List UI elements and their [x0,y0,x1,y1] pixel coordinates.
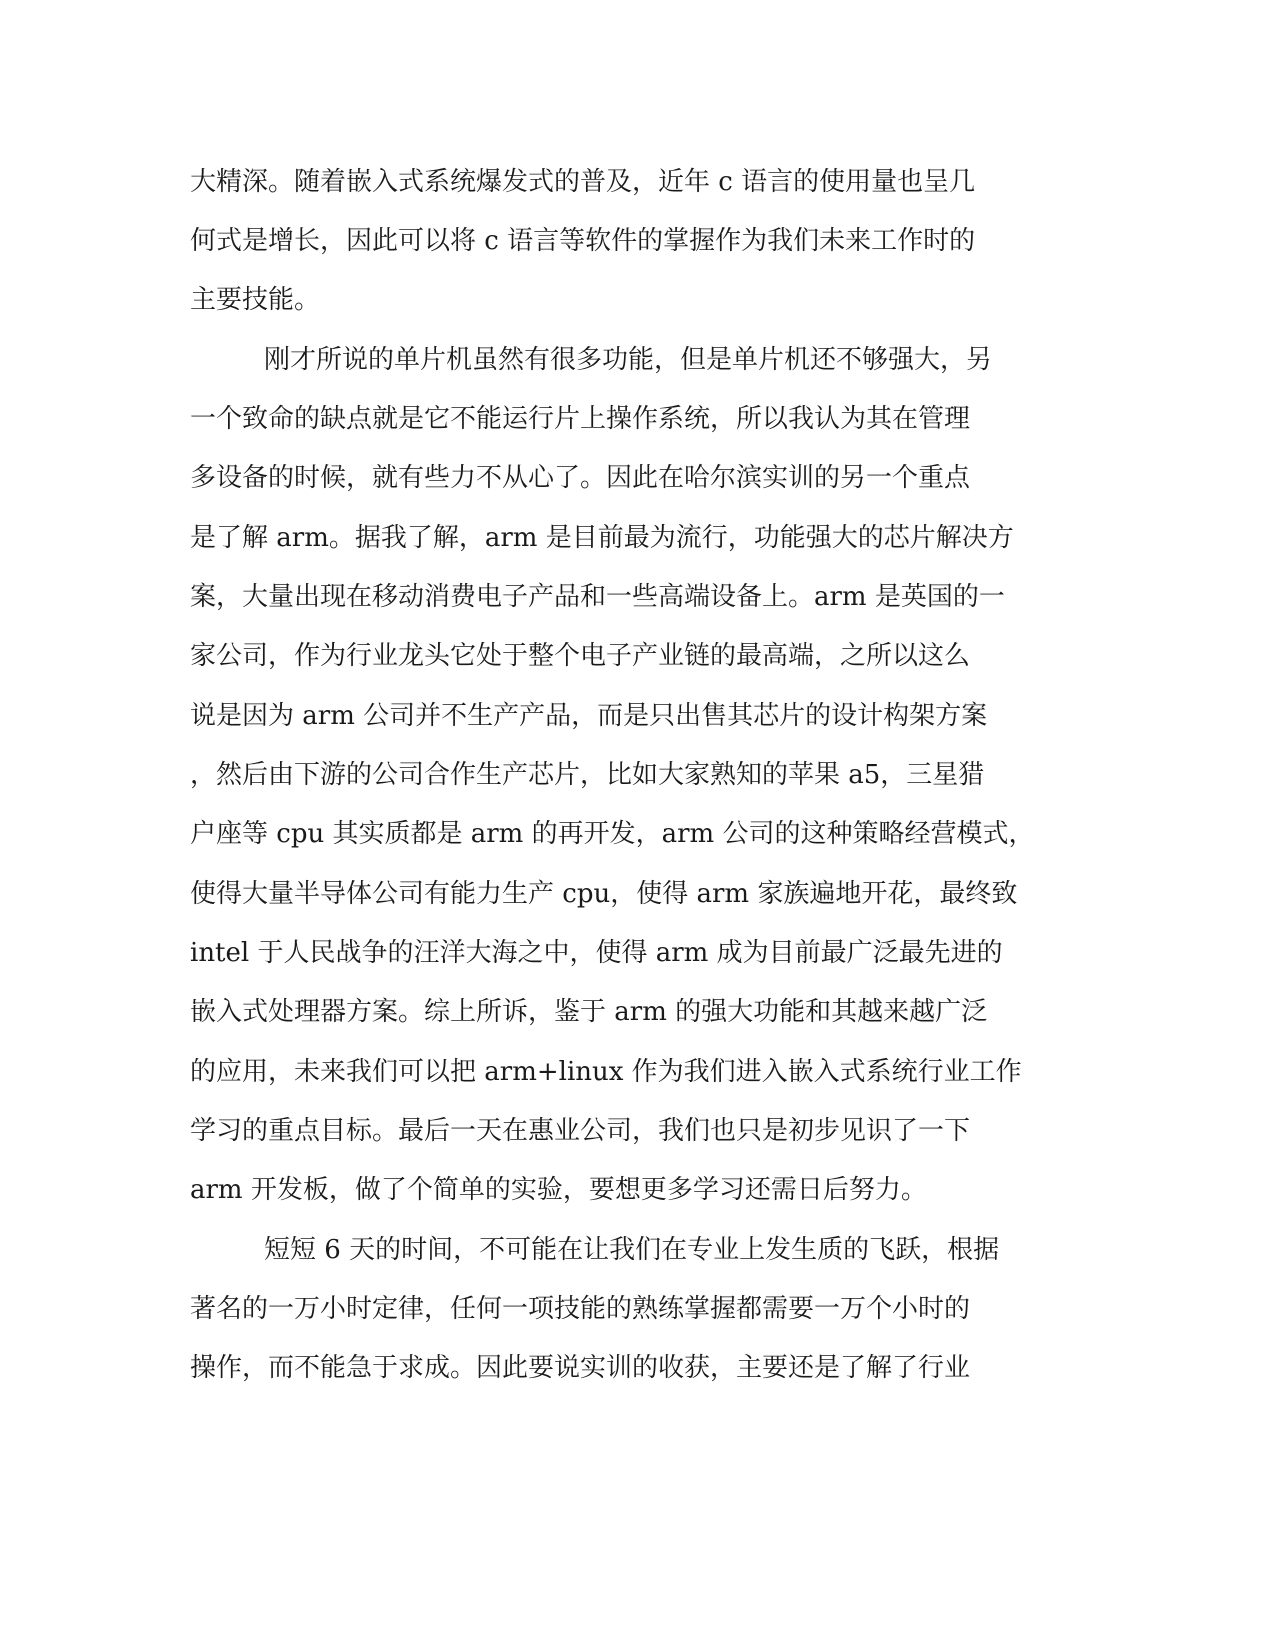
paragraph-first-line: 短短 6 天的时间，不可能在让我们在专业上发生质的飞跃，根据 [264,1235,1000,1265]
text-line: 多设备的时候，就有些力不从心了。因此在哈尔滨实训的另一个重点 [190,463,971,493]
text-line: 案，大量出现在移动消费电子产品和一些高端设备上。arm 是英国的一 [190,582,1005,612]
text-line: 的应用，未来我们可以把 arm+linux 作为我们进入嵌入式系统行业工作 [190,1057,1022,1087]
text-line: 嵌入式处理器方案。综上所诉，鉴于 arm 的强大功能和其越来越广泛 [190,997,988,1027]
text-line: 一个致命的缺点就是它不能运行片上操作系统，所以我认为其在管理 [190,404,971,434]
text-line: 主要技能。 [190,285,321,315]
text-line: 户座等 cpu 其实质都是 arm 的再开发，arm 公司的这种策略经营模式， [190,819,1035,849]
text-line: 学习的重点目标。最后一天在惠业公司，我们也只是初步见识了一下 [190,1116,971,1146]
text-line: 使得大量半导体公司有能力生产 cpu，使得 arm 家族遍地开花，最终致 [190,879,1018,909]
text-line: ，然后由下游的公司合作生产芯片，比如大家熟知的苹果 a5，三星猎 [190,760,985,790]
text-line: 著名的一万小时定律，任何一项技能的熟练掌握都需要一万个小时的 [190,1294,971,1324]
paragraph-first-line: 刚才所说的单片机虽然有很多功能，但是单片机还不够强大，另 [264,345,993,375]
text-line: 操作，而不能急于求成。因此要说实训的收获，主要还是了解了行业 [190,1353,971,1383]
text-line: 大精深。随着嵌入式系统爆发式的普及，近年 c 语言的使用量也呈几 [190,167,976,197]
text-line: intel 于人民战争的汪洋大海之中，使得 arm 成为目前最广泛最先进的 [190,938,1003,968]
text-line: arm 开发板，做了个简单的实验，要想更多学习还需日后努力。 [190,1175,927,1205]
text-line: 家公司，作为行业龙头它处于整个电子产业链的最高端，之所以这么 [190,641,971,671]
text-line: 是了解 arm。据我了解，arm 是目前最为流行，功能强大的芯片解决方 [190,523,1014,553]
text-line: 何式是增长，因此可以将 c 语言等软件的掌握作为我们未来工作时的 [190,226,976,256]
text-line: 说是因为 arm 公司并不生产产品，而是只出售其芯片的设计构架方案 [190,701,988,731]
